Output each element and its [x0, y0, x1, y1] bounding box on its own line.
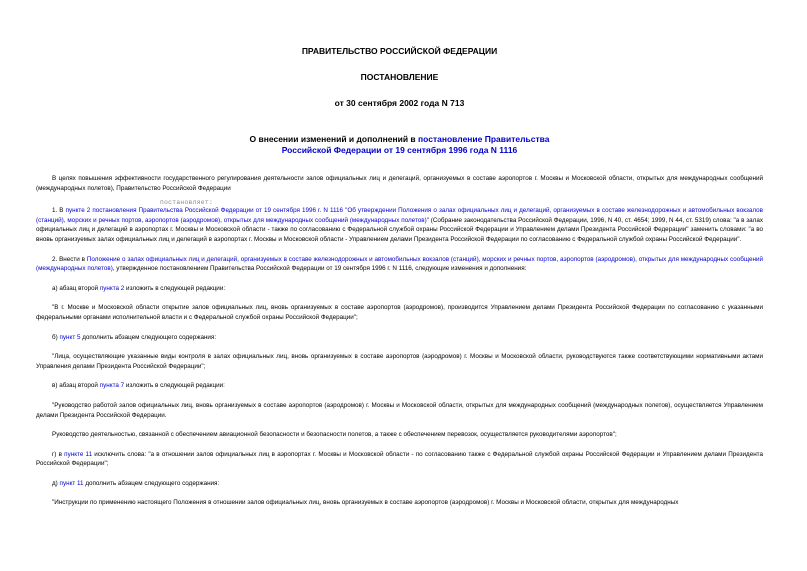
item-a-text: а) абзац второй: [52, 284, 100, 292]
item-b-text-b: дополнить абзацем следующего содержания:: [80, 333, 217, 341]
item-b: [36, 333, 763, 343]
item-v-quote-2: Руководство деятельностью, связанной с обеспечением авиационной безопасности и безопасности полетов, а также с обеспечением перевозок, осуществляется руководителями аэропортов";: [52, 431, 617, 439]
paragraph-1: [36, 206, 763, 244]
government-heading: ПРАВИТЕЛЬСТВО РОССИЙСКОЙ ФЕДЕРАЦИИ: [301, 46, 498, 56]
item-d-quote: "Инструкции по применению настоящего Положения в отношении залов официальных лиц, вновь организуемых в составе аэропортов (аэродромов) г. Москвы и Московской области, открытых для международных: [52, 499, 679, 507]
p2-text-b: , утвержденное постановлением Правительства Российской Федерации от 19 сентября 1996 г. N 1116, следующие изменения и дополнения:: [112, 265, 527, 273]
item-d-link[interactable]: пункт 11: [59, 479, 84, 487]
date-number-heading: от 30 сентября 2002 года N 713: [334, 98, 465, 108]
title-prefix: О внесении изменений и дополнений в: [249, 134, 419, 144]
item-g-text: г) в: [52, 450, 65, 458]
item-a-text-b: изложить в следующей редакции:: [124, 284, 226, 292]
item-v-quote: "Руководство работой залов официальных лиц, вновь организуемых в составе аэропортов (аэродромов) г. Москвы и Московской области, открытых для международных сообщений (международных полетов), осуществляется Управлением делами Президента Российской Федерации.: [36, 401, 763, 419]
p1-text-c: (Собрание законодательства Российской Федерации, 1996, N 40, ст. 4654; 1999, N 44, ст. 5319) слова: "а в залах официальных лиц и делегаций в аэропортах г. Москвы и Московской области - также по согласованию с Федеральной службой охраны Российской Федерации и Управлением делами Президента Российской Федерации" заменить словами: "а во вновь организуемых залах официальных лиц и делегаций в аэропортах г. Москвы и Московской области - Управлением делами Президента Российской Федерации по согласованию с Федеральной службой охраны Российской Федерации".: [36, 216, 763, 243]
document-title: [36, 134, 763, 156]
p1-link[interactable]: пункте 2 постановления Правительства Российской Федерации от 19 сентября 1996 г. N 1116: [65, 207, 344, 215]
postanovlyaet-label: постановляет:: [160, 199, 214, 207]
item-g-text-b: исключить слова: "а в отношении залов официальных лиц в аэропортах г. Москвы и Московской области - по согласованию также с Федеральной службой охраны Российской Федерации и Управлением делами Президента Российской Федерации";: [36, 450, 763, 468]
item-g-link[interactable]: пункте 11: [64, 450, 93, 458]
item-d: [36, 479, 763, 489]
p2-text-a: 2. Внести в: [52, 255, 87, 263]
item-d-text-b: дополнить абзацем следующего содержания:: [83, 479, 220, 487]
item-g: [36, 450, 763, 469]
item-b-text: б): [52, 333, 60, 341]
p1-text-a: 1. В: [52, 207, 66, 215]
item-a-link[interactable]: пункта 2: [99, 284, 125, 292]
item-b-quote: "Лица, осуществляющие указанные виды контроля в залах официальных лиц, вновь организуемых в составе аэропортов (аэродромов) г. Москвы и Московской области, руководствуются также соответствующими нормативными актами Управления делами Президента Российской Федерации";: [36, 353, 763, 370]
item-v-text: в) абзац второй: [52, 382, 100, 390]
p2-link[interactable]: Положение о залах официальных лиц и делегаций, организуемых в составе железнодорожных и автомобильных вокзалов (станций), морских и речных портов, аэропортов (аэродромов), открытых для международных сообщений (международных полетов): [36, 255, 763, 273]
doc-type-heading: ПОСТАНОВЛЕНИЕ: [360, 72, 439, 82]
item-v-link[interactable]: пункта 7: [99, 382, 125, 390]
p1-link-b[interactable]: "Об утверждении Положения о залах официальных лиц и делегаций, организуемых в составе железнодорожных и автомобильных вокзалов (станций), морских и речных портов, аэропортов (аэродромов), открытых для международных сообщений (международных полетов)": [36, 207, 763, 224]
paragraph-2: [36, 255, 763, 274]
item-a: [36, 284, 763, 294]
item-a-quote: "В г. Москве и Московской области открытие залов официальных лиц, вновь организуемых в составе аэропортов (аэродромов), производится Управлением делами Президента Российской Федерации по согласованию с указанными федеральными органами исполнительной власти и с Федеральной службой охраны Российской Федерации";: [36, 304, 763, 321]
item-v: [36, 381, 763, 391]
intro-paragraph: В целях повышения эффективности государственного регулирования деятельности залов официальных лиц и делегаций, организуемых в составе аэропортов г. Москвы и Московской области, открытых для международных сообщений (международных полетов), Правительство Российской Федерации: [36, 175, 763, 192]
title-link-1[interactable]: постановление Правительства: [418, 134, 550, 144]
item-b-link[interactable]: пункт 5: [59, 333, 81, 341]
item-d-text: д): [52, 479, 60, 487]
item-v-text-b: изложить в следующей редакции:: [124, 382, 225, 390]
title-link-2[interactable]: Российской Федерации от 19 сентября 1996 года N 1116: [281, 145, 518, 155]
